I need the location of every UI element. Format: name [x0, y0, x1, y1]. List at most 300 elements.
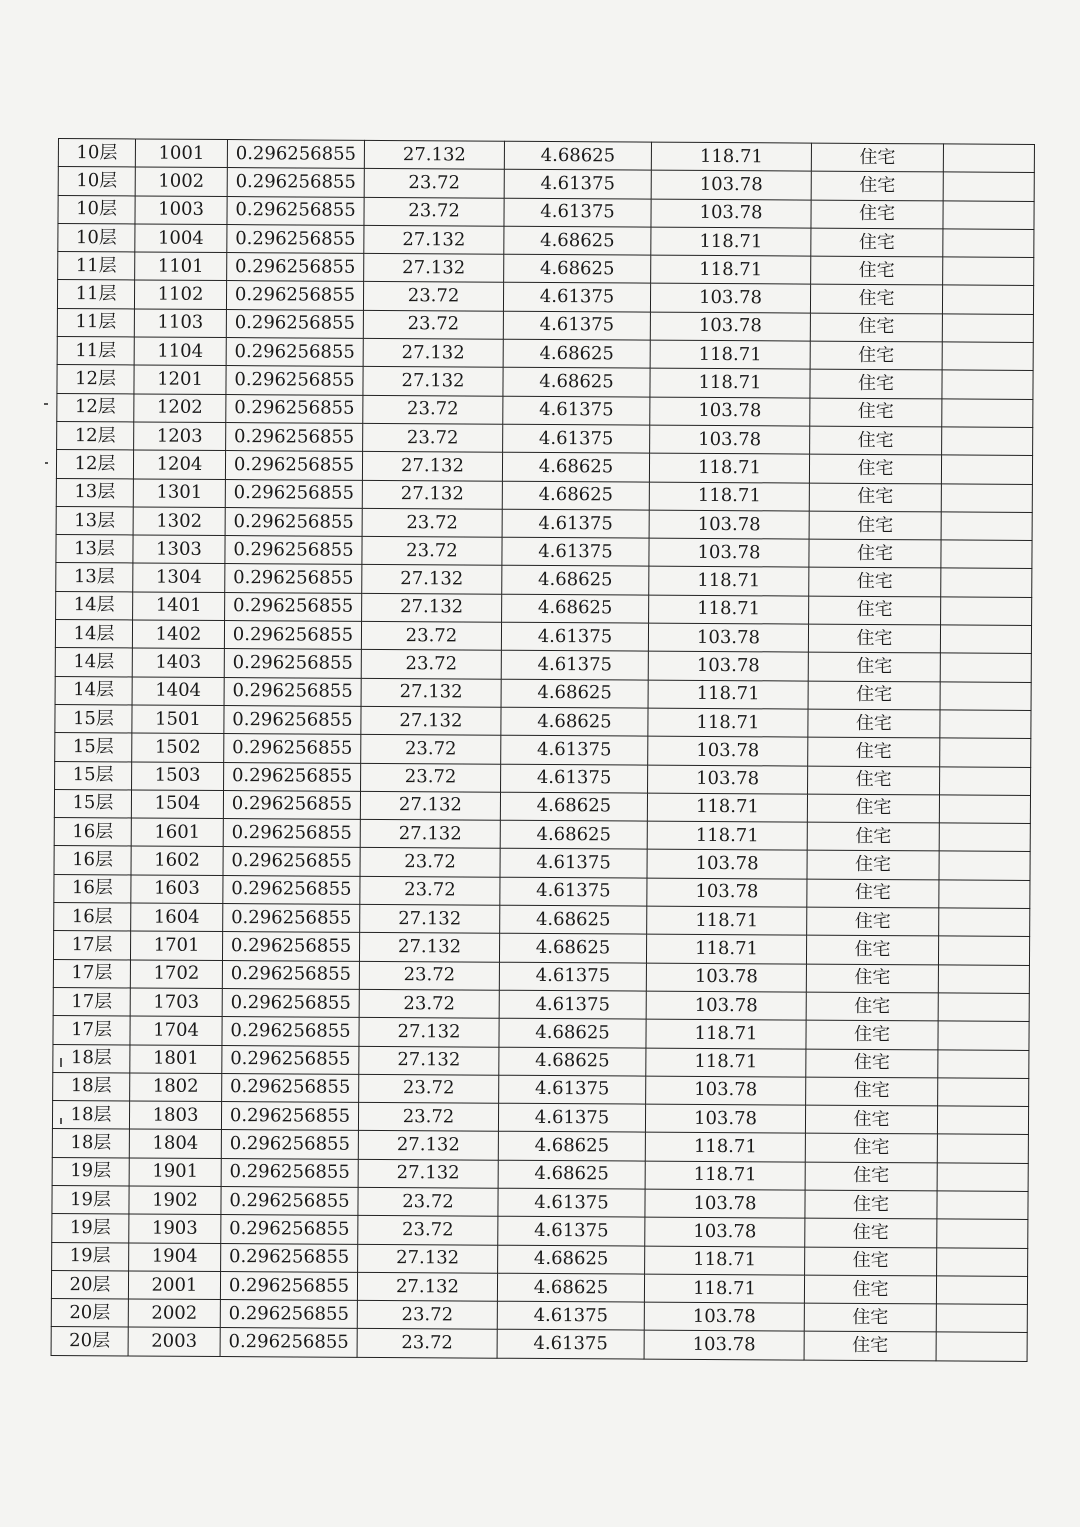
apportioned-area-cell: 4.61375: [503, 396, 650, 425]
usage-cell: 住宅: [806, 1077, 938, 1106]
share-ratio-cell: 0.296256855: [222, 988, 359, 1017]
apportioned-area-cell: 4.68625: [504, 254, 651, 283]
floor-cell: 15层: [55, 761, 132, 790]
floor-cell: 14层: [55, 648, 132, 677]
share-ratio-cell: 0.296256855: [225, 536, 362, 565]
apportioned-area-cell: 4.61375: [498, 1188, 645, 1217]
room-number-cell: 1501: [132, 705, 224, 734]
apportioned-area-cell: 4.61375: [503, 311, 650, 340]
apportioned-area-cell: 4.61375: [500, 877, 647, 906]
floor-cell: 15层: [55, 704, 132, 733]
share-ratio-cell: 0.296256855: [220, 1328, 357, 1357]
floor-cell: 18层: [52, 1101, 129, 1130]
building-area-cell: 103.78: [650, 397, 810, 426]
building-area-cell: 118.71: [647, 793, 807, 822]
remarks-cell: [938, 993, 1029, 1022]
building-area-cell: 118.71: [646, 1019, 806, 1048]
building-area-cell: 103.78: [647, 878, 807, 907]
building-area-cell: 118.71: [651, 142, 811, 171]
apportioned-area-cell: 4.68625: [499, 934, 646, 963]
room-number-cell: 1303: [133, 535, 225, 564]
floor-cell: 18层: [53, 1072, 130, 1101]
shared-area-cell: 27.132: [362, 452, 502, 481]
building-area-cell: 103.78: [644, 1302, 804, 1331]
share-ratio-cell: 0.296256855: [224, 649, 361, 678]
remarks-cell: [942, 314, 1033, 343]
floor-cell: 11层: [58, 252, 135, 281]
room-number-cell: 2002: [128, 1299, 220, 1328]
room-number-cell: 1704: [130, 1016, 222, 1045]
room-number-cell: 1003: [135, 196, 227, 225]
floor-cell: 10层: [58, 195, 135, 224]
remarks-cell: [937, 1134, 1028, 1163]
room-number-cell: 1203: [134, 422, 226, 451]
apportioned-area-cell: 4.68625: [498, 1132, 645, 1161]
building-area-cell: 103.78: [645, 1217, 805, 1246]
share-ratio-cell: 0.296256855: [226, 422, 363, 451]
shared-area-cell: 27.132: [360, 791, 500, 820]
apportioned-area-cell: 4.68625: [501, 707, 648, 736]
usage-cell: 住宅: [805, 1105, 937, 1134]
usage-cell: 住宅: [810, 341, 942, 370]
shared-area-cell: 23.72: [359, 989, 499, 1018]
share-ratio-cell: 0.296256855: [224, 677, 361, 706]
remarks-cell: [940, 766, 1031, 795]
apportioned-area-cell: 4.61375: [502, 537, 649, 566]
usage-cell: 住宅: [804, 1332, 936, 1361]
remarks-cell: [936, 1304, 1027, 1333]
building-area-cell: 103.78: [650, 425, 810, 454]
share-ratio-cell: 0.296256855: [220, 1271, 357, 1300]
share-ratio-cell: 0.296256855: [223, 847, 360, 876]
shared-area-cell: 27.132: [359, 1046, 499, 1075]
remarks-cell: [942, 342, 1033, 371]
room-number-cell: 1402: [132, 620, 224, 649]
floor-cell: 19层: [52, 1214, 129, 1243]
share-ratio-cell: 0.296256855: [226, 394, 363, 423]
apportioned-area-cell: 4.61375: [501, 764, 648, 793]
apportioned-area-cell: 4.68625: [502, 481, 649, 510]
usage-cell: 住宅: [804, 1303, 936, 1332]
building-area-cell: 103.78: [648, 623, 808, 652]
building-area-cell: 103.78: [648, 651, 808, 680]
shared-area-cell: 27.132: [362, 565, 502, 594]
building-area-cell: 118.71: [649, 453, 809, 482]
room-number-cell: 1403: [132, 648, 224, 677]
remarks-cell: [943, 201, 1034, 230]
shared-area-cell: 27.132: [363, 338, 503, 367]
floor-cell: 13层: [56, 563, 133, 592]
usage-cell: 住宅: [809, 454, 941, 483]
apportioned-area-cell: 4.61375: [499, 1075, 646, 1104]
building-area-cell: 103.78: [651, 199, 811, 228]
apportioned-area-cell: 4.68625: [498, 1245, 645, 1274]
remarks-cell: [942, 285, 1033, 314]
remarks-cell: [938, 965, 1029, 994]
apportioned-area-cell: 4.61375: [499, 990, 646, 1019]
room-number-cell: 1103: [134, 309, 226, 338]
usage-cell: 住宅: [806, 1020, 938, 1049]
usage-cell: 住宅: [809, 483, 941, 512]
remarks-cell: [942, 427, 1033, 456]
remarks-cell: [939, 795, 1030, 824]
usage-cell: 住宅: [808, 766, 940, 795]
shared-area-cell: 23.72: [364, 197, 504, 226]
shared-area-cell: 27.132: [358, 1131, 498, 1160]
room-number-cell: 1903: [129, 1214, 221, 1243]
room-number-cell: 1301: [133, 479, 225, 508]
shared-area-cell: 27.132: [359, 1018, 499, 1047]
remarks-cell: [941, 597, 1032, 626]
room-number-cell: 1603: [131, 875, 223, 904]
shared-area-cell: 27.132: [358, 1159, 498, 1188]
share-ratio-cell: 0.296256855: [223, 819, 360, 848]
remarks-cell: [938, 1049, 1029, 1078]
apportioned-area-cell: 4.68625: [504, 141, 651, 170]
shared-area-cell: 27.132: [364, 254, 504, 283]
floor-cell: 14层: [55, 620, 132, 649]
building-area-cell: 103.78: [648, 765, 808, 794]
apportioned-area-cell: 4.61375: [497, 1330, 644, 1359]
share-ratio-cell: 0.296256855: [221, 1215, 358, 1244]
room-number-cell: 1204: [133, 450, 225, 479]
usage-cell: 住宅: [808, 737, 940, 766]
remarks-cell: [939, 851, 1030, 880]
shared-area-cell: 23.72: [363, 423, 503, 452]
floor-cell: 13层: [56, 478, 133, 507]
usage-cell: 住宅: [811, 200, 943, 229]
shared-area-cell: 27.132: [364, 225, 504, 254]
building-area-cell: 118.71: [651, 227, 811, 256]
remarks-cell: [940, 653, 1031, 682]
shared-area-cell: 27.132: [364, 140, 504, 169]
share-ratio-cell: 0.296256855: [222, 960, 359, 989]
apportioned-area-cell: 4.68625: [500, 820, 647, 849]
apportioned-area-cell: 4.61375: [501, 735, 648, 764]
floor-cell: 18层: [52, 1129, 129, 1158]
remarks-cell: [943, 257, 1034, 286]
room-number-cell: 1901: [129, 1158, 221, 1187]
apportioned-area-cell: 4.68625: [499, 1018, 646, 1047]
floor-cell: 12层: [57, 365, 134, 394]
usage-cell: 住宅: [810, 426, 942, 455]
usage-cell: 住宅: [811, 143, 943, 172]
usage-cell: 住宅: [807, 822, 939, 851]
unit-area-table: [51, 138, 1035, 1362]
building-area-cell: 118.71: [649, 595, 809, 624]
floor-cell: 16层: [54, 846, 131, 875]
usage-cell: 住宅: [807, 879, 939, 908]
share-ratio-cell: 0.296256855: [227, 140, 364, 169]
room-number-cell: 1401: [133, 592, 225, 621]
share-ratio-cell: 0.296256855: [222, 1045, 359, 1074]
floor-cell: 11层: [57, 337, 134, 366]
room-number-cell: 1201: [134, 365, 226, 394]
shared-area-cell: 23.72: [361, 735, 501, 764]
floor-cell: 10层: [58, 139, 135, 168]
building-area-cell: 103.78: [649, 538, 809, 567]
room-number-cell: 1801: [130, 1044, 222, 1073]
remarks-cell: [941, 455, 1032, 484]
room-number-cell: 1703: [130, 988, 222, 1017]
shared-area-cell: 23.72: [359, 1074, 499, 1103]
apportioned-area-cell: 4.68625: [500, 905, 647, 934]
floor-cell: 10层: [58, 167, 135, 196]
shared-area-cell: 27.132: [359, 933, 499, 962]
room-number-cell: 1404: [132, 677, 224, 706]
usage-cell: 住宅: [807, 851, 939, 880]
remarks-cell: [942, 399, 1033, 428]
apportioned-area-cell: 4.68625: [502, 452, 649, 481]
building-area-cell: 118.71: [646, 1048, 806, 1077]
floor-cell: 12层: [57, 421, 134, 450]
usage-cell: 住宅: [806, 1049, 938, 1078]
remarks-cell: [941, 540, 1032, 569]
remarks-cell: [942, 370, 1033, 399]
remarks-cell: [937, 1163, 1028, 1192]
share-ratio-cell: 0.296256855: [227, 168, 364, 197]
remarks-cell: [943, 144, 1034, 173]
room-number-cell: 1804: [129, 1129, 221, 1158]
building-area-cell: 118.71: [650, 340, 810, 369]
floor-cell: 13层: [56, 506, 133, 535]
building-area-cell: 118.71: [647, 906, 807, 935]
apportioned-area-cell: 4.68625: [503, 339, 650, 368]
usage-cell: 住宅: [808, 681, 940, 710]
share-ratio-cell: 0.296256855: [221, 1102, 358, 1131]
floor-cell: 16层: [54, 903, 131, 932]
room-number-cell: 1702: [130, 960, 222, 989]
shared-area-cell: 23.72: [359, 961, 499, 990]
room-number-cell: 1104: [134, 337, 226, 366]
usage-cell: 住宅: [810, 398, 942, 427]
scan-mark: [45, 462, 48, 464]
usage-cell: 住宅: [811, 228, 943, 257]
room-number-cell: 1101: [135, 252, 227, 281]
share-ratio-cell: 0.296256855: [227, 224, 364, 253]
shared-area-cell: 23.72: [362, 508, 502, 537]
shared-area-cell: 27.132: [360, 904, 500, 933]
apportioned-area-cell: 4.61375: [500, 849, 647, 878]
room-number-cell: 2001: [128, 1271, 220, 1300]
share-ratio-cell: 0.296256855: [224, 762, 361, 791]
building-area-cell: 103.78: [651, 170, 811, 199]
building-area-cell: 103.78: [646, 1076, 806, 1105]
remarks-cell: [938, 936, 1029, 965]
shared-area-cell: 27.132: [362, 480, 502, 509]
share-ratio-cell: 0.296256855: [225, 507, 362, 536]
floor-cell: 14层: [56, 591, 133, 620]
floor-cell: 20层: [51, 1327, 128, 1356]
shared-area-cell: 27.132: [360, 819, 500, 848]
usage-cell: 住宅: [809, 568, 941, 597]
share-ratio-cell: 0.296256855: [221, 1243, 358, 1272]
usage-cell: 住宅: [808, 709, 940, 738]
shared-area-cell: 23.72: [358, 1102, 498, 1131]
share-ratio-cell: 0.296256855: [223, 904, 360, 933]
apportioned-area-cell: 4.61375: [501, 651, 648, 680]
room-number-cell: 1602: [131, 846, 223, 875]
usage-cell: 住宅: [808, 652, 940, 681]
remarks-cell: [940, 738, 1031, 767]
building-area-cell: 118.71: [645, 1246, 805, 1275]
building-area-cell: 118.71: [650, 368, 810, 397]
apportioned-area-cell: 4.68625: [497, 1273, 644, 1302]
shared-area-cell: 23.72: [363, 310, 503, 339]
share-ratio-cell: 0.296256855: [226, 281, 363, 310]
building-area-cell: 103.78: [650, 312, 810, 341]
building-area-cell: 118.71: [648, 680, 808, 709]
building-area-cell: 103.78: [648, 736, 808, 765]
usage-cell: 住宅: [805, 1133, 937, 1162]
unit-area-table-wrapper: [51, 138, 1034, 1362]
room-number-cell: 1503: [132, 761, 224, 790]
floor-cell: 17层: [53, 931, 130, 960]
room-number-cell: 1304: [133, 563, 225, 592]
remarks-cell: [936, 1276, 1027, 1305]
shared-area-cell: 27.132: [361, 678, 501, 707]
shared-area-cell: 27.132: [358, 1244, 498, 1273]
usage-cell: 住宅: [810, 313, 942, 342]
room-number-cell: 1001: [135, 139, 227, 168]
shared-area-cell: 23.72: [362, 537, 502, 566]
remarks-cell: [938, 1021, 1029, 1050]
shared-area-cell: 23.72: [358, 1216, 498, 1245]
shared-area-cell: 27.132: [363, 367, 503, 396]
usage-cell: 住宅: [809, 539, 941, 568]
remarks-cell: [941, 512, 1032, 541]
share-ratio-cell: 0.296256855: [225, 451, 362, 480]
remarks-cell: [941, 568, 1032, 597]
remarks-cell: [943, 172, 1034, 201]
shared-area-cell: 23.72: [361, 650, 501, 679]
remarks-cell: [940, 682, 1031, 711]
shared-area-cell: 23.72: [361, 621, 501, 650]
share-ratio-cell: 0.296256855: [225, 564, 362, 593]
building-area-cell: 118.71: [647, 821, 807, 850]
floor-cell: 15层: [55, 733, 132, 762]
floor-cell: 17层: [53, 987, 130, 1016]
room-number-cell: 1102: [134, 280, 226, 309]
apportioned-area-cell: 4.68625: [504, 226, 651, 255]
building-area-cell: 118.71: [645, 1132, 805, 1161]
building-area-cell: 118.71: [651, 255, 811, 284]
share-ratio-cell: 0.296256855: [226, 309, 363, 338]
usage-cell: 住宅: [811, 256, 943, 285]
building-area-cell: 118.71: [649, 567, 809, 596]
floor-cell: 19层: [52, 1242, 129, 1271]
floor-cell: 11层: [57, 308, 134, 337]
usage-cell: 住宅: [806, 992, 938, 1021]
table-body: [51, 139, 1034, 1362]
share-ratio-cell: 0.296256855: [227, 253, 364, 282]
remarks-cell: [937, 1219, 1028, 1248]
room-number-cell: 1604: [131, 903, 223, 932]
remarks-cell: [939, 823, 1030, 852]
building-area-cell: 103.78: [650, 284, 810, 313]
apportioned-area-cell: 4.61375: [498, 1103, 645, 1132]
apportioned-area-cell: 4.61375: [498, 1216, 645, 1245]
share-ratio-cell: 0.296256855: [222, 932, 359, 961]
building-area-cell: 118.71: [645, 1161, 805, 1190]
building-area-cell: 118.71: [648, 708, 808, 737]
apportioned-area-cell: 4.61375: [502, 509, 649, 538]
shared-area-cell: 27.132: [362, 593, 502, 622]
floor-cell: 18层: [53, 1044, 130, 1073]
shared-area-cell: 23.72: [358, 1187, 498, 1216]
floor-cell: 11层: [57, 280, 134, 309]
floor-cell: 16层: [54, 818, 131, 847]
room-number-cell: 1004: [135, 224, 227, 253]
remarks-cell: [939, 908, 1030, 937]
apportioned-area-cell: 4.68625: [501, 679, 648, 708]
share-ratio-cell: 0.296256855: [221, 1130, 358, 1159]
room-number-cell: 1502: [132, 733, 224, 762]
share-ratio-cell: 0.296256855: [224, 705, 361, 734]
apportioned-area-cell: 4.68625: [502, 566, 649, 595]
share-ratio-cell: 0.296256855: [224, 621, 361, 650]
floor-cell: 12层: [56, 450, 133, 479]
usage-cell: 住宅: [805, 1247, 937, 1276]
usage-cell: 住宅: [809, 511, 941, 540]
building-area-cell: 118.71: [646, 934, 806, 963]
room-number-cell: 1802: [130, 1073, 222, 1102]
usage-cell: 住宅: [809, 596, 941, 625]
shared-area-cell: 23.72: [357, 1329, 497, 1358]
shared-area-cell: 23.72: [364, 169, 504, 198]
shared-area-cell: 23.72: [363, 282, 503, 311]
share-ratio-cell: 0.296256855: [220, 1300, 357, 1329]
remarks-cell: [937, 1106, 1028, 1135]
room-number-cell: 1701: [130, 931, 222, 960]
share-ratio-cell: 0.296256855: [226, 366, 363, 395]
apportioned-area-cell: 4.61375: [504, 170, 651, 199]
shared-area-cell: 27.132: [361, 706, 501, 735]
shared-area-cell: 27.132: [357, 1272, 497, 1301]
share-ratio-cell: 0.296256855: [225, 479, 362, 508]
apportioned-area-cell: 4.68625: [503, 368, 650, 397]
shared-area-cell: 23.72: [360, 876, 500, 905]
apportioned-area-cell: 4.61375: [503, 283, 650, 312]
usage-cell: 住宅: [810, 369, 942, 398]
usage-cell: 住宅: [807, 794, 939, 823]
apportioned-area-cell: 4.61375: [501, 622, 648, 651]
share-ratio-cell: 0.296256855: [223, 790, 360, 819]
share-ratio-cell: 0.296256855: [226, 338, 363, 367]
room-number-cell: 1504: [131, 790, 223, 819]
floor-cell: 17层: [53, 1016, 130, 1045]
floor-cell: 20层: [51, 1299, 128, 1328]
floor-cell: 17层: [53, 959, 130, 988]
usage-cell: 住宅: [805, 1218, 937, 1247]
usage-cell: 住宅: [804, 1275, 936, 1304]
usage-cell: 住宅: [810, 285, 942, 314]
floor-cell: 19层: [52, 1157, 129, 1186]
share-ratio-cell: 0.296256855: [225, 592, 362, 621]
share-ratio-cell: 0.296256855: [224, 734, 361, 763]
remarks-cell: [940, 625, 1031, 654]
room-number-cell: 2003: [128, 1327, 220, 1356]
apportioned-area-cell: 4.61375: [503, 424, 650, 453]
usage-cell: 住宅: [807, 907, 939, 936]
share-ratio-cell: 0.296256855: [221, 1187, 358, 1216]
building-area-cell: 118.71: [644, 1274, 804, 1303]
share-ratio-cell: 0.296256855: [222, 1073, 359, 1102]
building-area-cell: 103.78: [645, 1189, 805, 1218]
usage-cell: 住宅: [811, 171, 943, 200]
building-area-cell: 103.78: [644, 1331, 804, 1360]
room-number-cell: 1202: [134, 394, 226, 423]
